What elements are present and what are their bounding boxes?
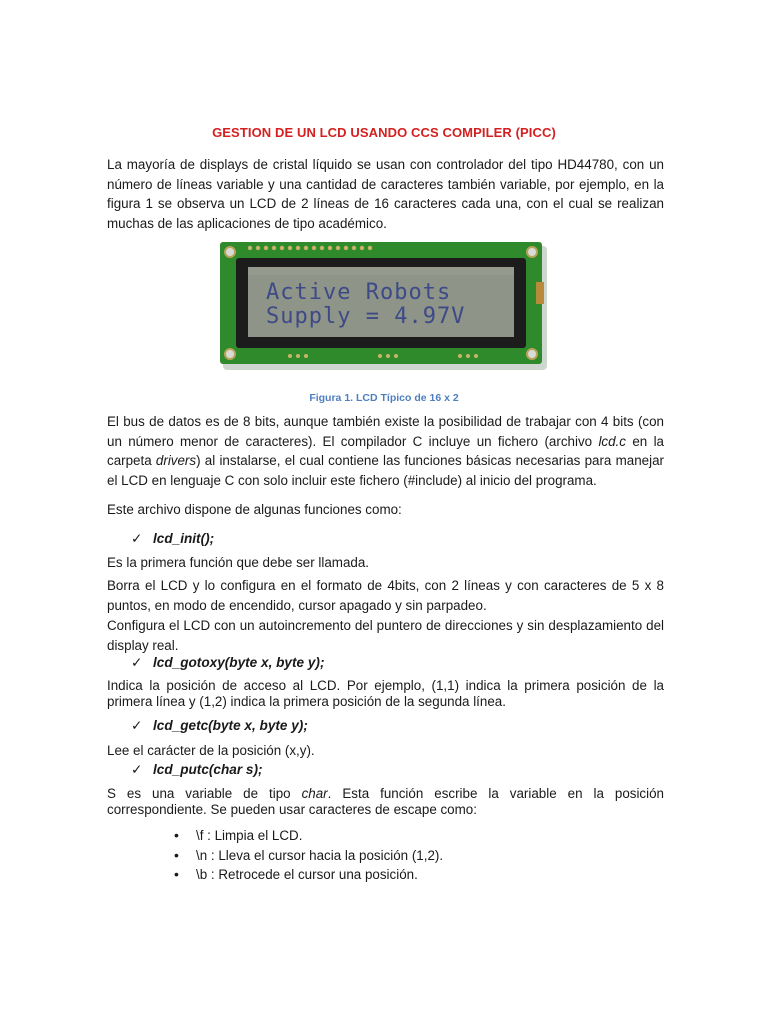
mount-hole-br bbox=[527, 349, 537, 359]
mount-hole-bl bbox=[225, 349, 235, 359]
init-description-2: Borra el LCD y lo configura en el formato de 4bits, con 2 líneas y con caracteres de 5 x 8 puntos, en modo de encendido, cursor apagado y sin parpadeo. bbox=[107, 578, 664, 613]
putc-description bbox=[107, 786, 664, 818]
escape-text: \b : Retrocede el cursor una posición. bbox=[196, 867, 418, 882]
function-name: lcd_putc(char s); bbox=[153, 762, 263, 777]
getc-description: Lee el carácter de la posición (x,y). bbox=[107, 743, 315, 758]
list-item bbox=[174, 846, 443, 866]
bus-paragraph bbox=[107, 412, 664, 490]
function-lcd-gotoxy bbox=[131, 655, 324, 671]
putc-text-1: S es una variable de tipo bbox=[107, 786, 302, 801]
check-icon: ✓ bbox=[131, 718, 143, 733]
check-icon: ✓ bbox=[131, 762, 143, 777]
bullet-icon: • bbox=[174, 866, 179, 882]
gotoxy-description: Indica la posición de acceso al LCD. Por ejemplo, (1,1) indica la primera posición de la primera línea y (1,2) indica la primera posición de la segunda línea. bbox=[107, 678, 664, 709]
function-lcd-getc bbox=[131, 718, 308, 734]
escape-list bbox=[174, 826, 443, 885]
mount-hole-tr bbox=[527, 247, 537, 257]
bus-text-1: El bus de datos es de 8 bits, aunque también existe la posibilidad de trabajar con 4 bits (con un número menor de caracteres). El compilador C incluye un fichero (archivo bbox=[107, 414, 664, 449]
bullet-icon: • bbox=[174, 827, 179, 843]
lcd-figure bbox=[220, 242, 548, 372]
function-name: lcd_gotoxy(byte x, byte y); bbox=[153, 655, 325, 670]
file-name: lcd.c bbox=[598, 433, 626, 449]
function-name: lcd_init(); bbox=[153, 531, 215, 546]
function-lcd-init bbox=[131, 531, 214, 547]
figure-caption: Figura 1. LCD Típico de 16 x 2 bbox=[309, 392, 459, 404]
lcd-line-2: Supply = 4.97V bbox=[266, 304, 466, 329]
init-description-1: Es la primera función que debe ser llamada. bbox=[107, 555, 370, 570]
list-item bbox=[174, 865, 443, 885]
escape-text: \n : Lleva el cursor hacia la posición (1,2). bbox=[196, 847, 444, 863]
function-lcd-putc bbox=[131, 762, 263, 778]
type-name: char bbox=[301, 786, 328, 801]
init-description-3: Configura el LCD con un autoincremento del puntero de direcciones y sin desplazamiento del display real. bbox=[107, 618, 664, 653]
screen-highlight bbox=[248, 267, 514, 275]
intro-paragraph: La mayoría de displays de cristal líquido se usan con controlador del tipo HD44780, con un número de líneas variable y una cantidad de caracteres también variable, por ejemplo, en la figura 1 se observa un LCD de 2 líneas de 16 caracteres cada una, con el cual se realizan muchas de las aplicaciones de tipo académico. bbox=[107, 157, 664, 231]
folder-name: drivers bbox=[155, 453, 197, 468]
list-item bbox=[174, 826, 443, 846]
check-icon: ✓ bbox=[131, 531, 143, 546]
function-name: lcd_getc(byte x, byte y); bbox=[153, 718, 308, 733]
side-connector bbox=[536, 282, 544, 304]
functions-intro: Este archivo dispone de algunas funciones como: bbox=[107, 502, 402, 517]
bus-text-3: ) al instalarse, el cual contiene las funciones básicas necesarias para manejar el LCD en lenguaje C con solo incluir este fichero (#include) al inicio del programa. bbox=[107, 453, 664, 488]
lcd-line-1: Active Robots bbox=[266, 280, 452, 305]
putc-text-2: . Esta función escribe la variable en la posición correspondiente. Se pueden usar caracteres de escape como: bbox=[107, 786, 664, 817]
mount-hole-tl bbox=[225, 247, 235, 257]
bus-text-2: en la carpeta bbox=[107, 433, 664, 468]
document-title: GESTION DE UN LCD USANDO CCS COMPILER (PICC) bbox=[212, 125, 556, 140]
escape-text: \f : Limpia el LCD. bbox=[196, 828, 303, 843]
check-icon: ✓ bbox=[131, 655, 143, 670]
bullet-icon: • bbox=[174, 846, 179, 863]
